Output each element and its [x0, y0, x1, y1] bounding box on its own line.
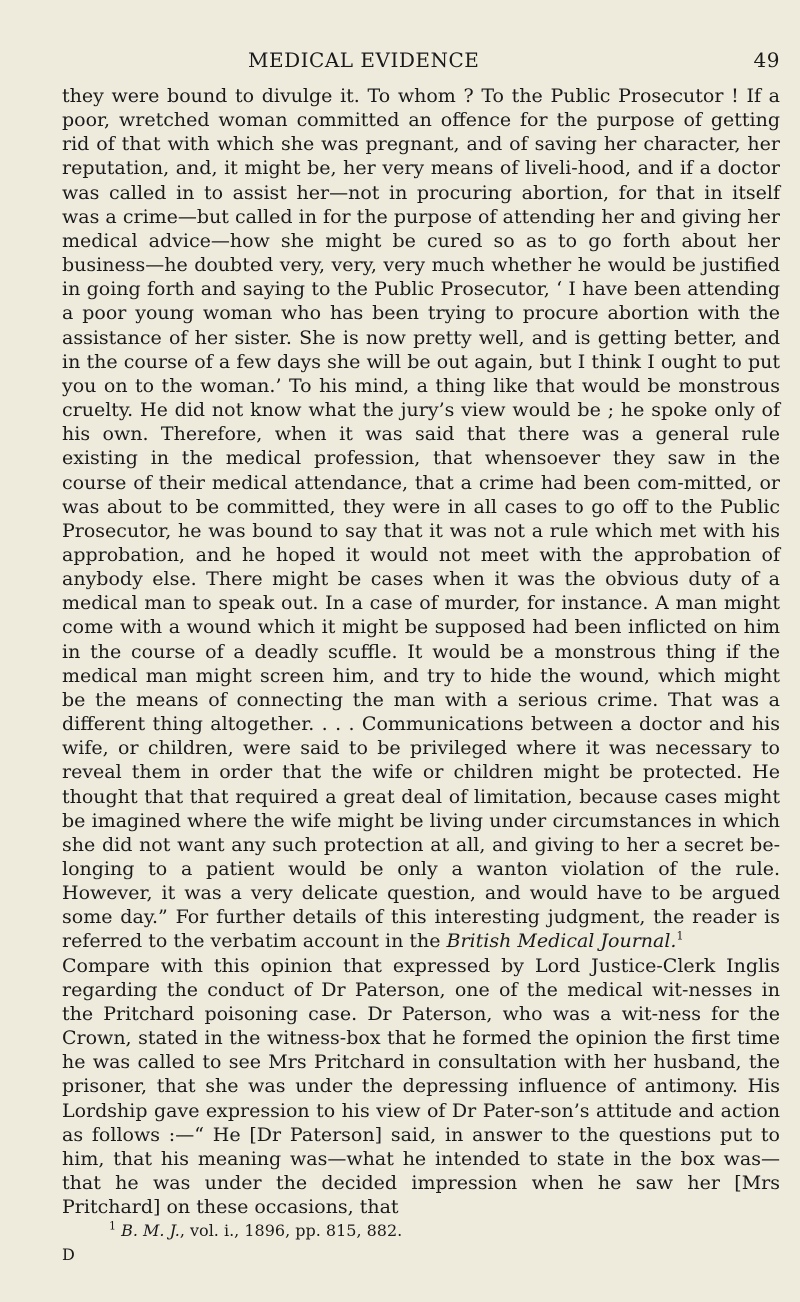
body-text: [62, 84, 780, 1267]
footnote: [62, 1219, 780, 1243]
footnote-journal: B. M. J.: [121, 1221, 180, 1241]
paragraph-2: Compare with this opinion that expressed by Lord Justice-Clerk Inglis regarding the conduct of Dr Paterson, one of the medical wit-nesses in the Pritchard poisoning case. Dr Paterson, who was a wit-ness for the Crown, stated in the witness-box that he formed the opinion the first time he was called to see Mrs Pritchard in consultation with her husband, the prisoner, that she was under the depressing influence of antimony. His Lordship gave expression to his view of Dr Pater-son’s attitude and action as follows :—“ He [Dr Paterson] said, in answer to the questions put to him, that his meaning was—what he intended to state in the box was—that he was under the decided impression when he saw her [Mrs Pritchard] on these occasions, that: [62, 954, 780, 1219]
journal-title: British Medical Journal.: [446, 930, 677, 953]
running-title: MEDICAL EVIDENCE: [248, 48, 480, 72]
page-number: 49: [753, 48, 780, 72]
page-header: [62, 48, 780, 78]
footnote-ref: 1: [676, 930, 684, 944]
paragraph-1-text: they were bound to divulge it. To whom ? To the Public Prosecutor ! If a poor, wretched woman committed an offence for the purpose of getting rid of that with which she was pregnant, and of saving her character, her reputation, and, it might be, her very means of liveli-hood, and if a doctor was called in to assist her—not in procuring abortion, for that in itself was a crime—but called in for the purpose of attending her and giving her medical advice—how she might be cured so as to go forth about her business—he doubted very, very, very much whether he would be justified in going forth and saying to the Public Prosecutor, ‘ I have been attending a poor young woman who has been trying to procure abortion with the assistance of her sister. She is now pretty well, and is getting better, and in the course of a few days she will be out again, but I think I ought to put you on to the woman.’ To his mind, a thing like that would be monstrous cruelty. He did not know what the jury’s view would be ; he spoke only of his own. Therefore, when it was said that there was a general rule existing in the medical profession, that whensoever they saw in the course of their medical attendance, that a crime had been com-mitted, or was about to be committed, they were in all cases to go off to the Public Prosecutor, he was bound to say that it was not a rule which met with his approbation, and he hoped it would not meet with the approbation of anybody else. There might be cases when it was the obvious duty of a medical man to speak out. In a case of murder, for instance. A man might come with a wound which it might be supposed had been inflicted on him in the course of a deadly scuffle. It would be a monstrous thing if the medical man might screen him, and try to hide the wound, which might be the means of connecting the man with a serious crime. That was a different thing altogether. . . . Communications between a doctor and his wife, or children, were said to be privileged where it was necessary to reveal them in order that the wife or children might be protected. He thought that that required a great deal of limitation, because cases might be imagined where the wife might be living under circumstances in which she did not want any such protection at all, and giving to her a secret be-longing to a patient would be only a wanton violation of the rule. However, it was a very delicate question, and would have to be argued some day.” For further details of this interesting judgment, the reader is referred to the verbatim account in the: [62, 85, 780, 953]
footnote-text: , vol. i., 1896, pp. 815, 882.: [179, 1221, 403, 1241]
paragraph-1: [62, 84, 780, 954]
signature-mark: D: [62, 1245, 75, 1265]
footnote-marker: 1: [109, 1220, 116, 1234]
